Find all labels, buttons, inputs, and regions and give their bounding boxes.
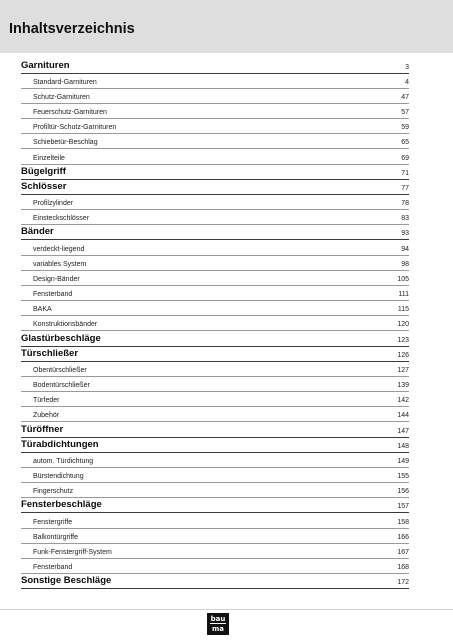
toc-entry[interactable] — [21, 485, 409, 498]
toc-page-number: 105 — [397, 275, 409, 283]
toc-label: Profilzylinder — [33, 200, 74, 208]
toc-section[interactable] — [21, 180, 409, 195]
toc-page-number: 93 — [401, 230, 409, 238]
toc-page-number: 158 — [397, 518, 409, 526]
toc-label: Türöffner — [21, 423, 64, 435]
toc-page-number: 111 — [398, 291, 409, 299]
toc-label: Obentürschließer — [33, 366, 87, 374]
toc-entry[interactable] — [21, 152, 409, 165]
toc-label: BAKA — [33, 306, 52, 314]
toc-page-number: 149 — [397, 457, 409, 465]
toc-page-number: 144 — [397, 412, 409, 420]
toc-entry[interactable] — [21, 76, 409, 89]
toc-page-number: 142 — [397, 397, 409, 405]
toc-label: Schiebetür-Beschlag — [33, 139, 98, 147]
toc-section[interactable] — [21, 59, 409, 74]
toc-label: Fenstergriffe — [33, 518, 73, 526]
toc-entry[interactable] — [21, 409, 409, 422]
toc-page-number: 98 — [401, 260, 409, 268]
bauma-logo — [207, 613, 229, 635]
toc-page-number: 78 — [401, 200, 409, 208]
toc-page-number: 147 — [397, 427, 409, 435]
toc-entry[interactable] — [21, 106, 409, 119]
toc-section[interactable] — [21, 225, 409, 240]
toc-page-number: 47 — [401, 93, 409, 101]
toc-label: Schlösser — [21, 180, 67, 192]
toc-label: Konstruktionsbänder — [33, 321, 98, 329]
toc-entry[interactable] — [21, 273, 409, 286]
toc-page-number: 120 — [397, 321, 409, 329]
toc-page-number: 166 — [397, 533, 409, 541]
toc-entry[interactable] — [21, 531, 409, 544]
toc-section[interactable] — [21, 574, 409, 589]
toc-page-number: 172 — [397, 579, 409, 587]
toc-label: verdeckt-liegend — [33, 245, 85, 253]
toc-label: Glastürbeschläge — [21, 332, 101, 344]
toc-page-number: 155 — [397, 473, 409, 481]
toc-label: Garnituren — [21, 59, 70, 71]
toc-page-number: 71 — [401, 169, 409, 177]
toc-section[interactable] — [21, 498, 409, 513]
toc-entry[interactable] — [21, 288, 409, 301]
toc-page-number: 115 — [397, 306, 409, 314]
toc-entry[interactable] — [21, 455, 409, 468]
toc-page-number: 94 — [401, 245, 409, 253]
toc-entry[interactable] — [21, 470, 409, 483]
toc-entry[interactable] — [21, 364, 409, 377]
toc-section[interactable] — [21, 438, 409, 453]
toc-label: Bürstendichtung — [33, 473, 84, 481]
toc-entry[interactable] — [21, 516, 409, 529]
toc-label: Sonstige Beschläge — [21, 575, 112, 587]
toc-label: autom. Türdichtung — [33, 457, 94, 465]
toc-label: Türfeder — [33, 397, 60, 405]
toc-entry[interactable] — [21, 243, 409, 256]
toc-label: Fensterband — [33, 564, 73, 572]
toc-label: Profiltür-Schutz-Garnituren — [33, 124, 117, 132]
logo-text-top: bau — [210, 615, 226, 623]
toc-page-number: 126 — [397, 351, 409, 359]
toc-entry[interactable] — [21, 136, 409, 149]
toc-page-number: 4 — [405, 78, 409, 86]
toc-entry[interactable] — [21, 379, 409, 392]
toc-label: Funk-Fenstergriff-System — [33, 548, 112, 556]
toc-label: Fensterband — [33, 291, 73, 299]
logo-text-bottom: ma — [211, 625, 225, 633]
toc-page-number: 123 — [397, 336, 409, 344]
toc-entry[interactable] — [21, 561, 409, 574]
toc-page-number: 148 — [397, 442, 409, 450]
toc-label: Bügelgriff — [21, 165, 66, 177]
toc-label: Einsteckschlösser — [33, 215, 90, 223]
toc-label: Design-Bänder — [33, 275, 80, 283]
toc-label: variables System — [33, 260, 87, 268]
toc-entry[interactable] — [21, 197, 409, 210]
toc-section[interactable] — [21, 332, 409, 347]
toc-page-number: 156 — [397, 488, 409, 496]
toc-page-number: 139 — [397, 382, 409, 390]
toc-page-number: 168 — [397, 564, 409, 572]
toc-label: Fingerschutz — [33, 488, 74, 496]
toc-label: Einzelteile — [33, 154, 65, 162]
toc-label: Feuerschutz-Garnituren — [33, 109, 107, 116]
toc-label: Bodentürschließer — [33, 382, 90, 390]
toc-section[interactable] — [21, 423, 409, 438]
toc-label: Balkontürgriffe — [33, 533, 79, 541]
toc-entry[interactable] — [21, 546, 409, 559]
toc-page-number: 83 — [401, 215, 409, 223]
toc-page-number: 157 — [397, 503, 409, 511]
toc-label: Standard-Garnituren — [33, 78, 97, 86]
toc-label: Türschließer — [21, 347, 79, 359]
toc-page-number: 167 — [397, 548, 409, 556]
toc-section[interactable] — [21, 347, 409, 362]
toc-entry[interactable] — [21, 258, 409, 271]
toc-label: Bänder — [21, 226, 54, 238]
page-title: Inhaltsverzeichnis — [9, 21, 135, 37]
toc-section[interactable] — [21, 165, 409, 180]
toc-label: Zubehör — [33, 412, 60, 420]
toc-label: Schutz-Garnituren — [33, 93, 90, 101]
toc-entry[interactable] — [21, 394, 409, 407]
toc-label: Fensterbeschläge — [21, 499, 102, 511]
footer-divider — [0, 609, 453, 610]
toc-entry[interactable] — [21, 91, 409, 104]
toc-entry[interactable] — [21, 318, 409, 331]
toc-page-number: 77 — [401, 184, 409, 192]
toc-page-number: 127 — [397, 366, 409, 374]
toc-page-number: 59 — [401, 124, 409, 132]
toc-page-number: 65 — [401, 139, 409, 147]
toc-entry[interactable] — [21, 121, 409, 134]
toc-entry[interactable] — [21, 303, 409, 316]
toc-entry[interactable] — [21, 212, 409, 225]
toc-label: Türabdichtungen — [21, 438, 99, 450]
toc-page-number: 69 — [401, 154, 409, 162]
toc-page-number: 3 — [405, 63, 409, 71]
toc-page-number: 57 — [401, 109, 409, 116]
